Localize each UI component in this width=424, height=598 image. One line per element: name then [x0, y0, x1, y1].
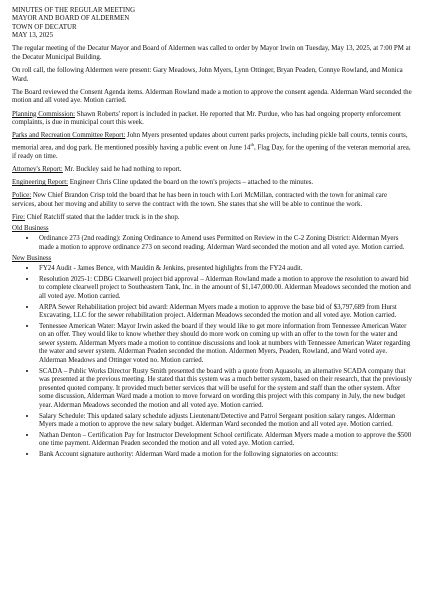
list-item: • Salary Schedule: This updated salary schedule adjusts Lieutenant/Detective and Patrol Sergeant position salary ranges. Alderman Myers made a motion to approve the new salary budget. Alderman Ward seconded the motion and all voted aye. Motion carried. [37, 412, 412, 430]
list-item: • ARPA Sewer Rehabilitation project bid award: Alderman Myers made a motion to approve the base bid of $3,797,689 from Hurst Excavating, LLC for the sewer rehabilitation project. Alderman Meadows seconded the motion and all voted aye. Motion carried. [37, 303, 412, 321]
report-label: Planning Commission: [12, 110, 75, 118]
list-item: • Resolution 2025-1: CDBG Clearwell project bid approval – Alderman Rowland made a motion to approve the resolution to award bid to complete clearwell project to Southeastern Tank, Inc. in the amount of $1,147,000.00. Alderman Meadows seconded the motion and all voted aye. Motion carried. [37, 275, 412, 302]
planning-commission-report [12, 111, 412, 128]
new-business-list [12, 264, 412, 459]
report-text: John Myers presented updates about current parks projects, including pickle ball courts, tennis courts, memorial area, and dog park. He mentioned possibly having a public event on June 14 [12, 132, 408, 152]
new-business-heading: New Business [12, 254, 52, 262]
report-text: New Chief Brandon Crisp told the board that he has been in touch with Lori McMillan, contracted with the town for animal care services, about her moving and ability to serve the contract with the town. She states that she will be able to continue the work. [12, 192, 388, 208]
list-item: • Nathan Denton – Certification Pay for Instructor Development School certificate. Alderman Myers made a motion to approve the $500 one time payment. Alderman Peaden seconded the motion and all voted aye. Motion carried. [37, 431, 412, 449]
police-report [12, 192, 412, 209]
fire-report [12, 214, 412, 223]
parks-recreation-report [12, 132, 412, 161]
report-text: Mr. Buckley said he had nothing to report. [62, 166, 182, 174]
report-text-continued: , Flag Day, for the opening of the veteran memorial area, if ready on time. [12, 144, 411, 160]
header-title: MINUTES OF THE REGULAR MEETING [12, 7, 136, 14]
list-item: • Ordinance 273 (2nd reading): Zoning Ordinance to Amend uses Permitted on Review in the C-2 Zoning District: Alderman Myers made a motion to approve ordinance 273 on second reading. Alderman Ward seconded the motion and all voted aye. Motion carried. [37, 234, 412, 252]
report-text: Shawn Roberts' report is included in packet. He reported that Mr. Purdue, who has had ongoing property enforcement complaints, is due in municipal court this week. [12, 110, 401, 127]
report-label: Police: [12, 192, 32, 200]
header-town: TOWN OF DECATUR [12, 23, 77, 31]
report-label: Fire: [12, 214, 26, 222]
list-item: • Bank Account signature authority: Alderman Ward made a motion for the following signatories on accounts: [37, 450, 412, 460]
report-label: Attorney's Report: [12, 166, 63, 174]
report-label: Parks and Recreation Committee Report: [12, 132, 126, 140]
header-body: MAYOR AND BOARD OF ALDERMEN [12, 15, 130, 23]
list-item: • SCADA – Public Works Director Rusty Smith presented the board with a quote from Aquasolu, an alternative SCADA company that was presented at the previous meeting. He stated that this system was a much better system, based on their research, that the previously presented quoted company. It provided much better services that will be useful for the system and staff than the other system. After some discussion, Alderman Ward made a motion to move forward on wording this project with this company in July, the new budget year. Alderman Meadows seconded the motion and all voted aye. Motion carried. [37, 367, 412, 411]
consent-agenda-paragraph: The Board reviewed the Consent Agenda items. Alderman Rowland made a motion to approve the consent agenda. Alderman Ward seconded the motion and all voted aye. Motion carried. [12, 88, 412, 105]
old-business-list [12, 234, 412, 252]
engineering-report [12, 179, 412, 188]
header-date: MAY 13, 2025 [12, 32, 54, 40]
attorney-report [12, 166, 412, 175]
list-item: • FY24 Audit - James Bence, with Mauldin & Jenkins, presented highlights from the FY24 audit. [37, 264, 412, 274]
report-label: Engineering Report: [12, 179, 69, 187]
list-item: • Tennessee American Water: Mayor Irwin asked the board if they would like to get more information from Tennessee American Water on an offer. They would like to know whether they should do more work on coming up with an offer to the town for the water and sewer system. Alderman Myers made a motion to continue discussions and look at numbers with Tennessee American Water regarding the water and sewer system. Alderman Peaden seconded the motion. Aldermen Myers, Peaden, Rowland, and Ward voted aye. Alderman Meadows and Ottinger voted no. Motion carried. [37, 322, 412, 366]
intro-paragraph: The regular meeting of the Decatur Mayor and Board of Aldermen was called to order by Mayor Irwin on Tuesday, May 13, 2025, at 7:00 PM at the Decatur Municipal Building. [12, 45, 411, 61]
ordinal-suffix: th [250, 141, 254, 147]
old-business-heading: Old Business [12, 224, 49, 232]
roll-call-paragraph: On roll call, the following Aldermen were present: Gary Meadows, John Myers, Lynn Ottinger, Bryan Peaden, Connye Rowland, and Monica Ward. [12, 67, 403, 83]
report-text: Chief Ratcliff stated that the ladder truck is in the shop. [25, 214, 180, 222]
report-text: Engineer Chris Cline updated the board on the town's projects – attached to the minutes. [68, 179, 314, 187]
document-header [12, 7, 412, 41]
